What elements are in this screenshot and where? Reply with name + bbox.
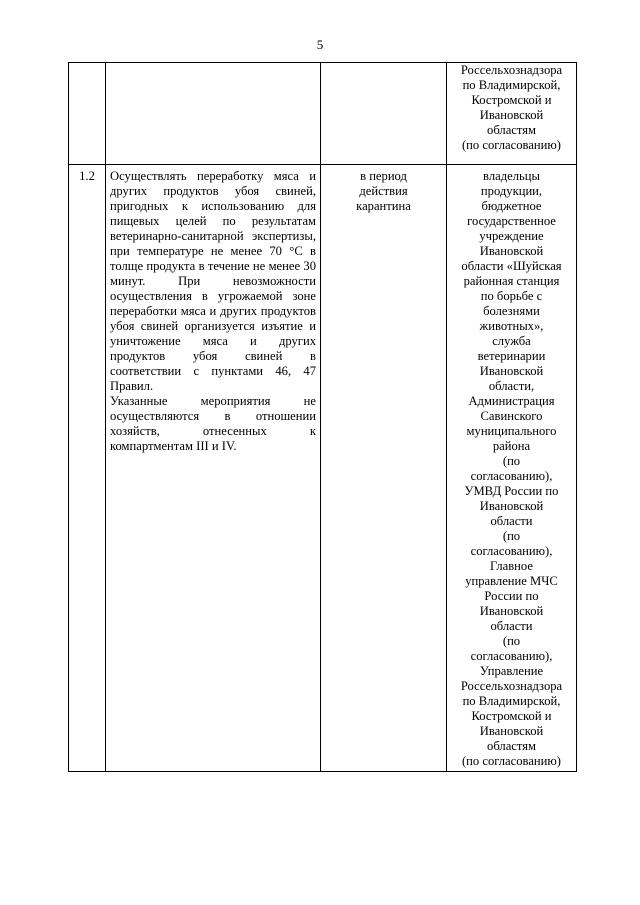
responsible-line: области (490, 619, 533, 633)
responsible-line: Ивановской (479, 724, 544, 738)
responsible-line: Ивановской (479, 108, 544, 122)
responsible-line: ветеринарии (477, 349, 546, 363)
responsible-line: Ивановской (479, 604, 544, 618)
responsible-line: Россельхознадзора (460, 63, 563, 77)
responsible-line: учреждение (479, 229, 544, 243)
responsible-line: района (492, 439, 531, 453)
responsible-line: Ивановской (479, 364, 544, 378)
row-number-cell: 1.2 (69, 165, 106, 772)
responsible-line: по Владимирской, (462, 78, 561, 92)
responsible-line: области «Шуйская (461, 259, 562, 273)
action-cell (106, 165, 321, 772)
responsible-line: области, (488, 379, 535, 393)
responsible-line: областям (487, 123, 536, 137)
responsible-line: по борьбе с (480, 289, 543, 303)
responsible-line: (по (502, 454, 521, 468)
period-cell (321, 63, 447, 165)
responsible-line: Костромской и (471, 93, 552, 107)
responsible-line: (по согласованию) (461, 754, 561, 768)
responsible-line: управление МЧС (465, 574, 558, 588)
responsible-line: Ивановской (479, 244, 544, 258)
responsible-line: России по (484, 589, 539, 603)
responsible-line: Костромской и (471, 709, 552, 723)
period-line: действия (359, 184, 408, 198)
responsible-line: (по (502, 529, 521, 543)
responsible-line: Главное (490, 559, 533, 573)
responsible-line: согласованию), (470, 649, 553, 663)
responsible-line: владельцы (483, 169, 540, 183)
responsible-line: (по согласованию) (461, 138, 561, 152)
responsible-line: государственное (467, 214, 556, 228)
responsible-line: муниципального (466, 424, 557, 438)
responsible-line: бюджетное (481, 199, 542, 213)
responsible-line: Администрация (468, 394, 555, 408)
responsible-line: Управление (479, 664, 544, 678)
responsible-line: согласованию), (470, 544, 553, 558)
responsible-line: Ивановской (479, 499, 544, 513)
responsible-line: области (490, 514, 533, 528)
responsible-line: животных», (479, 319, 544, 333)
responsible-cell (447, 165, 577, 772)
responsible-line: УМВД России по (464, 484, 559, 498)
responsible-line: служба (492, 334, 531, 348)
responsible-line: по Владимирской, (462, 694, 561, 708)
period-line: карантина (356, 199, 411, 213)
responsible-line: болезнями (483, 304, 540, 318)
table-row-1-2 (69, 165, 577, 772)
action-paragraph: Указанные мероприятия не осуществляются в отношении хозяйств, отнесенных к компартментам III и IV. (110, 394, 316, 453)
responsible-line: согласованию), (470, 469, 553, 483)
responsible-line: Савинского (480, 409, 543, 423)
period-cell (321, 165, 447, 772)
responsible-line: продукции, (480, 184, 543, 198)
responsible-line: (по (502, 634, 521, 648)
responsible-cell (447, 63, 577, 165)
responsible-line: районная станция (463, 274, 560, 288)
action-paragraph: Осуществлять переработку мяса и других продуктов убоя свиней, пригодных к использованию для пищевых целей по результатам ветеринарно-санитарной экспертизы, при температуре не менее 70 °С в толще продукта в течение не менее 30 минут. При невозможности осуществления в угрожаемой зоне переработки мяса и других продуктов убоя свиней организуется изъятие и уничтожение мяса и других продуктов убоя свиней в соответствии с пунктами 46, 47 Правил. (110, 169, 316, 393)
page-number: 5 (316, 37, 324, 52)
row-number-cell (69, 63, 106, 165)
table-row-continuation (69, 63, 577, 165)
measures-table (68, 62, 577, 772)
responsible-line: областям (487, 739, 536, 753)
responsible-line: Россельхознадзора (460, 679, 563, 693)
action-cell (106, 63, 321, 165)
period-line: в период (360, 169, 407, 183)
